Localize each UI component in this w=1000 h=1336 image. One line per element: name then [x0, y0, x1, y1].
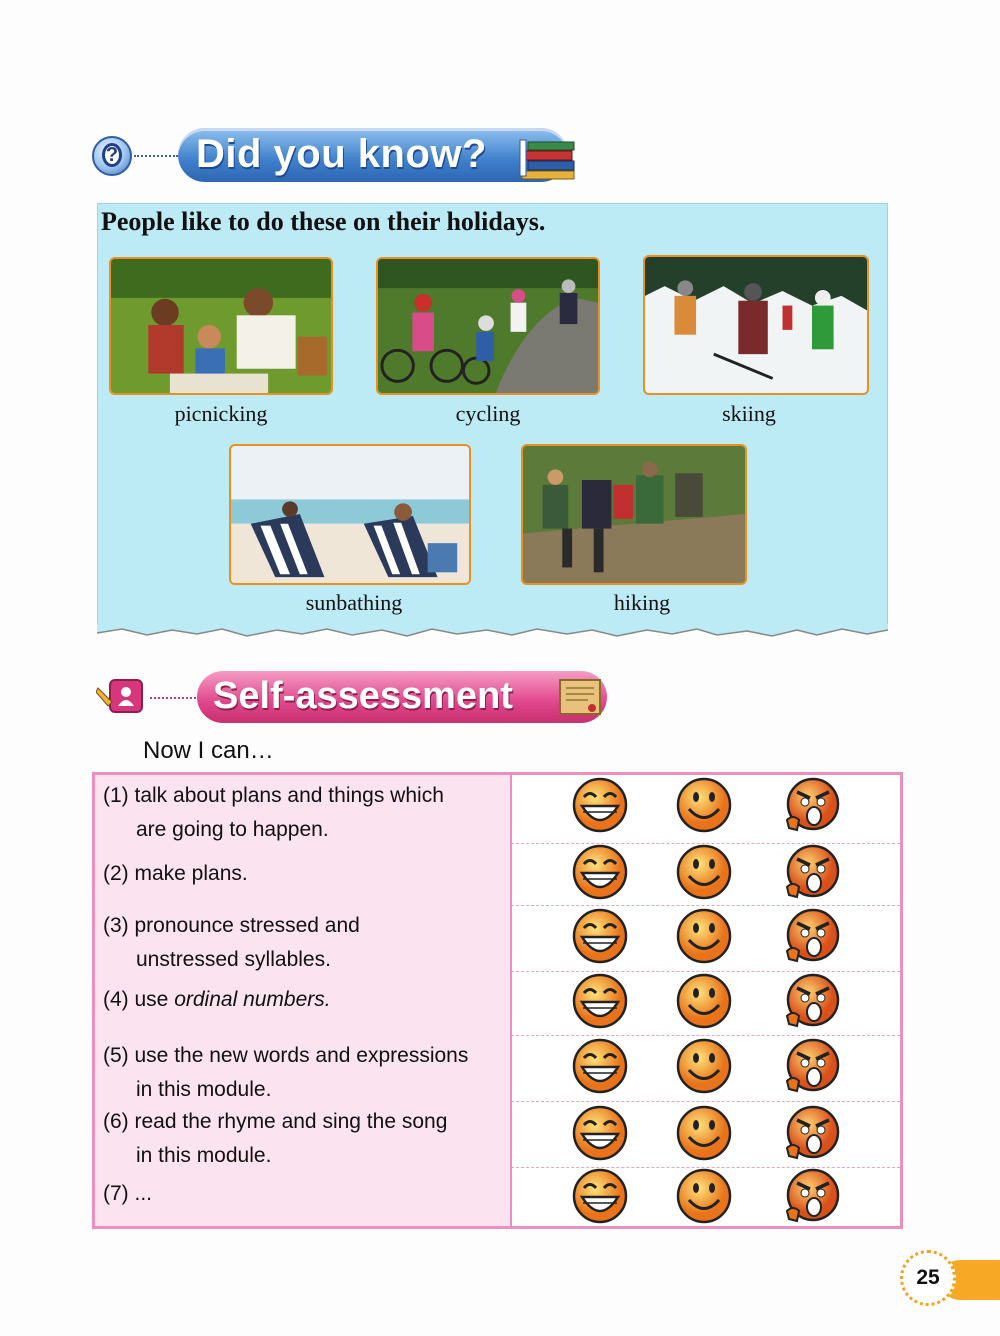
smiling-face-icon: [675, 843, 733, 901]
row-line1: (3) pronounce stressed and: [103, 914, 360, 937]
row-line1: (2) make plans.: [103, 862, 248, 885]
row-line1: (5) use the new words and expressions: [103, 1044, 469, 1067]
panel-intro: People like to do these on their holidays.: [101, 207, 546, 236]
laughing-face-icon: [571, 843, 629, 901]
picnicking-photo: [109, 257, 333, 395]
table-row: [95, 775, 900, 844]
caption-cycling: cycling: [455, 401, 521, 426]
table-row: [95, 1101, 900, 1168]
table-row: [95, 843, 900, 906]
row-line1: (1) talk about plans and things which: [103, 784, 444, 807]
envelope-icon: [558, 676, 604, 718]
smiling-face-icon: [675, 907, 733, 965]
table-row: [95, 1167, 900, 1226]
skiing-photo: [643, 255, 869, 395]
angry-face-icon: [783, 1104, 841, 1162]
row-line1: (7) ...: [103, 1182, 153, 1205]
laughing-face-icon: [571, 1104, 629, 1162]
page-number: 25: [900, 1250, 956, 1306]
row-line1: (4) use: [103, 988, 175, 1011]
row-line2: are going to happen.: [136, 818, 329, 841]
table-row: [95, 971, 900, 1036]
caption-skiing: skiing: [722, 401, 776, 426]
row-line2: unstressed syllables.: [136, 948, 331, 971]
laughing-face-icon: [571, 907, 629, 965]
hiking-photo: [521, 444, 747, 585]
self-assessment-icon: [96, 676, 146, 716]
row-line2: in this module.: [136, 1078, 272, 1101]
angry-face-icon: [783, 907, 841, 965]
laughing-face-icon: [571, 776, 629, 834]
angry-face-icon: [783, 843, 841, 901]
smiling-face-icon: [675, 972, 733, 1030]
angry-face-icon: [783, 1167, 841, 1225]
books-icon: [518, 134, 576, 180]
cycling-photo: [376, 257, 600, 395]
caption-sunbathing: sunbathing: [305, 590, 403, 615]
caption-picnicking: picnicking: [174, 401, 268, 426]
did-you-know-heading: Did you know?: [178, 128, 568, 182]
smiling-face-icon: [675, 776, 733, 834]
caption-hiking: hiking: [613, 590, 671, 615]
angry-face-icon: [783, 972, 841, 1030]
question-icon: ?: [92, 136, 132, 176]
dotted-connector: [134, 155, 178, 157]
angry-face-icon: [783, 776, 841, 834]
row-italic: ordinal numbers.: [174, 988, 331, 1011]
sunbathing-photo: [229, 444, 471, 585]
row-line2: in this module.: [136, 1144, 272, 1167]
laughing-face-icon: [571, 1167, 629, 1225]
smiling-face-icon: [675, 1167, 733, 1225]
row-line1: (6) read the rhyme and sing the song: [103, 1110, 448, 1133]
now-i-can-label: Now I can…: [143, 737, 274, 764]
dotted-connector: [150, 697, 196, 699]
torn-edge: [97, 624, 888, 638]
smiling-face-icon: [675, 1104, 733, 1162]
laughing-face-icon: [571, 972, 629, 1030]
self-assessment-table: [92, 772, 903, 1229]
table-row: [95, 1035, 900, 1102]
self-assessment-heading: Self-assessment: [197, 671, 607, 723]
table-row: [95, 905, 900, 972]
smiling-face-icon: [675, 1037, 733, 1095]
laughing-face-icon: [571, 1037, 629, 1095]
angry-face-icon: [783, 1037, 841, 1095]
